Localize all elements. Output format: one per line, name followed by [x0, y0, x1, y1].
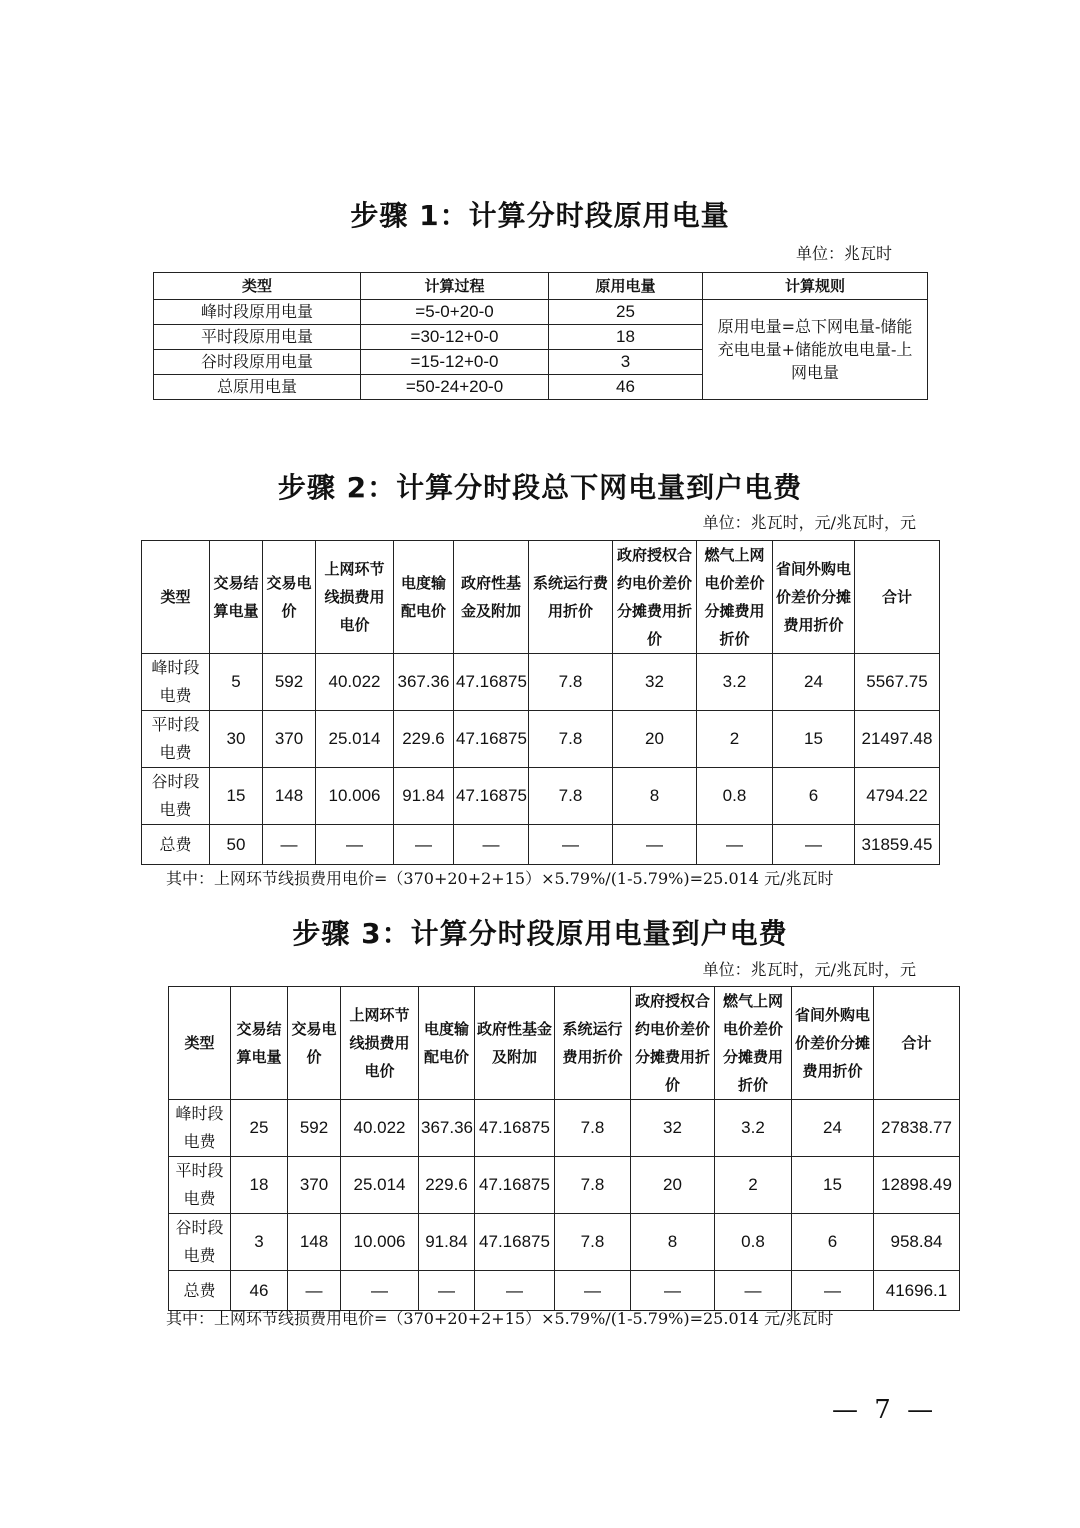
step2-unit: 单位：兆瓦时，元/兆瓦时，元	[702, 513, 916, 532]
table-header-row	[142, 541, 940, 654]
table-header-row	[169, 987, 960, 1100]
step1-table	[153, 272, 928, 400]
value-cell: —	[419, 1271, 475, 1311]
header-cell: 交易结算电量	[210, 541, 263, 654]
value-cell: —	[697, 825, 773, 865]
value-cell: —	[631, 1271, 715, 1311]
header-cell: 燃气上网电价差价分摊费用折价	[715, 987, 792, 1100]
type-cell: 平时段原用电量	[154, 325, 361, 350]
header-cell: 原用电量	[549, 273, 703, 300]
value-cell: —	[454, 825, 529, 865]
value-cell: 20	[613, 711, 697, 768]
value-cell: 148	[288, 1214, 341, 1271]
table-row	[142, 654, 940, 711]
step2-table	[141, 540, 940, 865]
header-cell: 政府授权合约电价差价分摊费用折价	[613, 541, 697, 654]
value-cell: 3	[549, 350, 703, 375]
value-cell: 10.006	[341, 1214, 419, 1271]
type-cell: 峰时段电费	[142, 654, 210, 711]
header-cell: 电度输配电价	[394, 541, 454, 654]
header-cell: 上网环节线损费用电价	[316, 541, 394, 654]
step3-unit: 单位：兆瓦时，元/兆瓦时，元	[702, 960, 916, 979]
header-cell: 电度输配电价	[419, 987, 475, 1100]
value-cell: 47.16875	[475, 1100, 555, 1157]
value-cell: 7.8	[529, 768, 613, 825]
value-cell: 40.022	[316, 654, 394, 711]
value-cell: 46	[231, 1271, 288, 1311]
value-cell: 367.36	[394, 654, 454, 711]
value-cell: 40.022	[341, 1100, 419, 1157]
value-cell: 46	[549, 375, 703, 400]
value-cell: 24	[773, 654, 855, 711]
value-cell: —	[263, 825, 316, 865]
header-cell: 交易电价	[263, 541, 316, 654]
rule-cell: 原用电量=总下网电量-储能充电电量+储能放电电量-上网电量	[703, 300, 928, 400]
type-cell: 谷时段原用电量	[154, 350, 361, 375]
table-row	[169, 1271, 960, 1311]
value-cell: 3.2	[697, 654, 773, 711]
value-cell: 5	[210, 654, 263, 711]
total-cell: 31859.45	[855, 825, 940, 865]
value-cell: —	[555, 1271, 631, 1311]
value-cell: 50	[210, 825, 263, 865]
value-cell: 7.8	[529, 654, 613, 711]
value-cell: 47.16875	[454, 711, 529, 768]
value-cell: 148	[263, 768, 316, 825]
table-row	[169, 1157, 960, 1214]
header-cell: 系统运行费用折价	[555, 987, 631, 1100]
value-cell: —	[715, 1271, 792, 1311]
value-cell: —	[773, 825, 855, 865]
value-cell: 229.6	[419, 1157, 475, 1214]
type-cell: 总原用电量	[154, 375, 361, 400]
header-cell: 省间外购电价差价分摊费用折价	[773, 541, 855, 654]
value-cell: 7.8	[555, 1157, 631, 1214]
value-cell: 25	[549, 300, 703, 325]
table-row	[169, 1214, 960, 1271]
table-row	[142, 768, 940, 825]
value-cell: 370	[263, 711, 316, 768]
process-cell: =50-24+20-0	[361, 375, 549, 400]
value-cell: 370	[288, 1157, 341, 1214]
value-cell: 32	[613, 654, 697, 711]
header-cell: 政府性基金及附加	[475, 987, 555, 1100]
value-cell: 25.014	[341, 1157, 419, 1214]
process-cell: =5-0+20-0	[361, 300, 549, 325]
step1-title: 步骤 1：计算分时段原用电量	[350, 199, 730, 232]
value-cell: 32	[631, 1100, 715, 1157]
value-cell: 229.6	[394, 711, 454, 768]
value-cell: 8	[613, 768, 697, 825]
step1-unit: 单位：兆瓦时	[795, 244, 892, 263]
value-cell: 15	[210, 768, 263, 825]
header-cell: 类型	[142, 541, 210, 654]
type-cell: 平时段电费	[169, 1157, 231, 1214]
value-cell: 47.16875	[475, 1214, 555, 1271]
total-cell: 41696.1	[874, 1271, 960, 1311]
value-cell: 10.006	[316, 768, 394, 825]
value-cell: 47.16875	[475, 1157, 555, 1214]
value-cell: —	[394, 825, 454, 865]
step3-note: 其中：上网环节线损费用电价=（370+20+2+15）×5.79%/(1-5.79%)=25.014 元/兆瓦时	[166, 1309, 834, 1328]
page-number: — 7 —	[832, 1395, 938, 1425]
value-cell: 3	[231, 1214, 288, 1271]
header-cell: 省间外购电价差价分摊费用折价	[792, 987, 874, 1100]
header-cell: 合计	[855, 541, 940, 654]
value-cell: 592	[288, 1100, 341, 1157]
step3-title: 步骤 3：计算分时段原用电量到户电费	[292, 917, 788, 950]
table-header-row	[154, 273, 928, 300]
value-cell: 20	[631, 1157, 715, 1214]
type-cell: 峰时段电费	[169, 1100, 231, 1157]
header-cell: 交易电价	[288, 987, 341, 1100]
type-cell: 总费	[169, 1271, 231, 1311]
header-cell: 计算规则	[703, 273, 928, 300]
table-row	[142, 711, 940, 768]
value-cell: —	[316, 825, 394, 865]
value-cell: 7.8	[555, 1214, 631, 1271]
value-cell: 2	[697, 711, 773, 768]
total-cell: 21497.48	[855, 711, 940, 768]
header-cell: 政府性基金及附加	[454, 541, 529, 654]
value-cell: 2	[715, 1157, 792, 1214]
value-cell: 592	[263, 654, 316, 711]
table-row	[154, 300, 928, 325]
value-cell: —	[792, 1271, 874, 1311]
value-cell: 0.8	[697, 768, 773, 825]
value-cell: 30	[210, 711, 263, 768]
header-cell: 系统运行费用折价	[529, 541, 613, 654]
header-cell: 交易结算电量	[231, 987, 288, 1100]
header-cell: 类型	[154, 273, 361, 300]
value-cell: —	[288, 1271, 341, 1311]
step2-note: 其中：上网环节线损费用电价=（370+20+2+15）×5.79%/(1-5.79%)=25.014 元/兆瓦时	[166, 869, 834, 888]
value-cell: 24	[792, 1100, 874, 1157]
step3-table	[168, 986, 960, 1311]
value-cell: 47.16875	[454, 768, 529, 825]
value-cell: —	[341, 1271, 419, 1311]
value-cell: 8	[631, 1214, 715, 1271]
type-cell: 总费	[142, 825, 210, 865]
total-cell: 4794.22	[855, 768, 940, 825]
value-cell: —	[613, 825, 697, 865]
value-cell: 7.8	[555, 1100, 631, 1157]
type-cell: 平时段电费	[142, 711, 210, 768]
total-cell: 5567.75	[855, 654, 940, 711]
value-cell: 15	[773, 711, 855, 768]
value-cell: 7.8	[529, 711, 613, 768]
value-cell: 15	[792, 1157, 874, 1214]
value-cell: 18	[231, 1157, 288, 1214]
header-cell: 合计	[874, 987, 960, 1100]
header-cell: 燃气上网电价差价分摊费用折价	[697, 541, 773, 654]
type-cell: 谷时段电费	[142, 768, 210, 825]
step2-title: 步骤 2：计算分时段总下网电量到户电费	[277, 471, 803, 504]
total-cell: 958.84	[874, 1214, 960, 1271]
process-cell: =15-12+0-0	[361, 350, 549, 375]
header-cell: 类型	[169, 987, 231, 1100]
value-cell: 367.36	[419, 1100, 475, 1157]
table-row	[142, 825, 940, 865]
process-cell: =30-12+0-0	[361, 325, 549, 350]
value-cell: —	[529, 825, 613, 865]
type-cell: 谷时段电费	[169, 1214, 231, 1271]
value-cell: 25.014	[316, 711, 394, 768]
value-cell: 6	[792, 1214, 874, 1271]
header-cell: 政府授权合约电价差价分摊费用折价	[631, 987, 715, 1100]
value-cell: 18	[549, 325, 703, 350]
value-cell: 25	[231, 1100, 288, 1157]
total-cell: 27838.77	[874, 1100, 960, 1157]
type-cell: 峰时段原用电量	[154, 300, 361, 325]
header-cell: 计算过程	[361, 273, 549, 300]
value-cell: 47.16875	[454, 654, 529, 711]
value-cell: —	[475, 1271, 555, 1311]
table-row	[169, 1100, 960, 1157]
header-cell: 上网环节线损费用电价	[341, 987, 419, 1100]
value-cell: 3.2	[715, 1100, 792, 1157]
value-cell: 0.8	[715, 1214, 792, 1271]
value-cell: 91.84	[394, 768, 454, 825]
value-cell: 91.84	[419, 1214, 475, 1271]
value-cell: 6	[773, 768, 855, 825]
total-cell: 12898.49	[874, 1157, 960, 1214]
